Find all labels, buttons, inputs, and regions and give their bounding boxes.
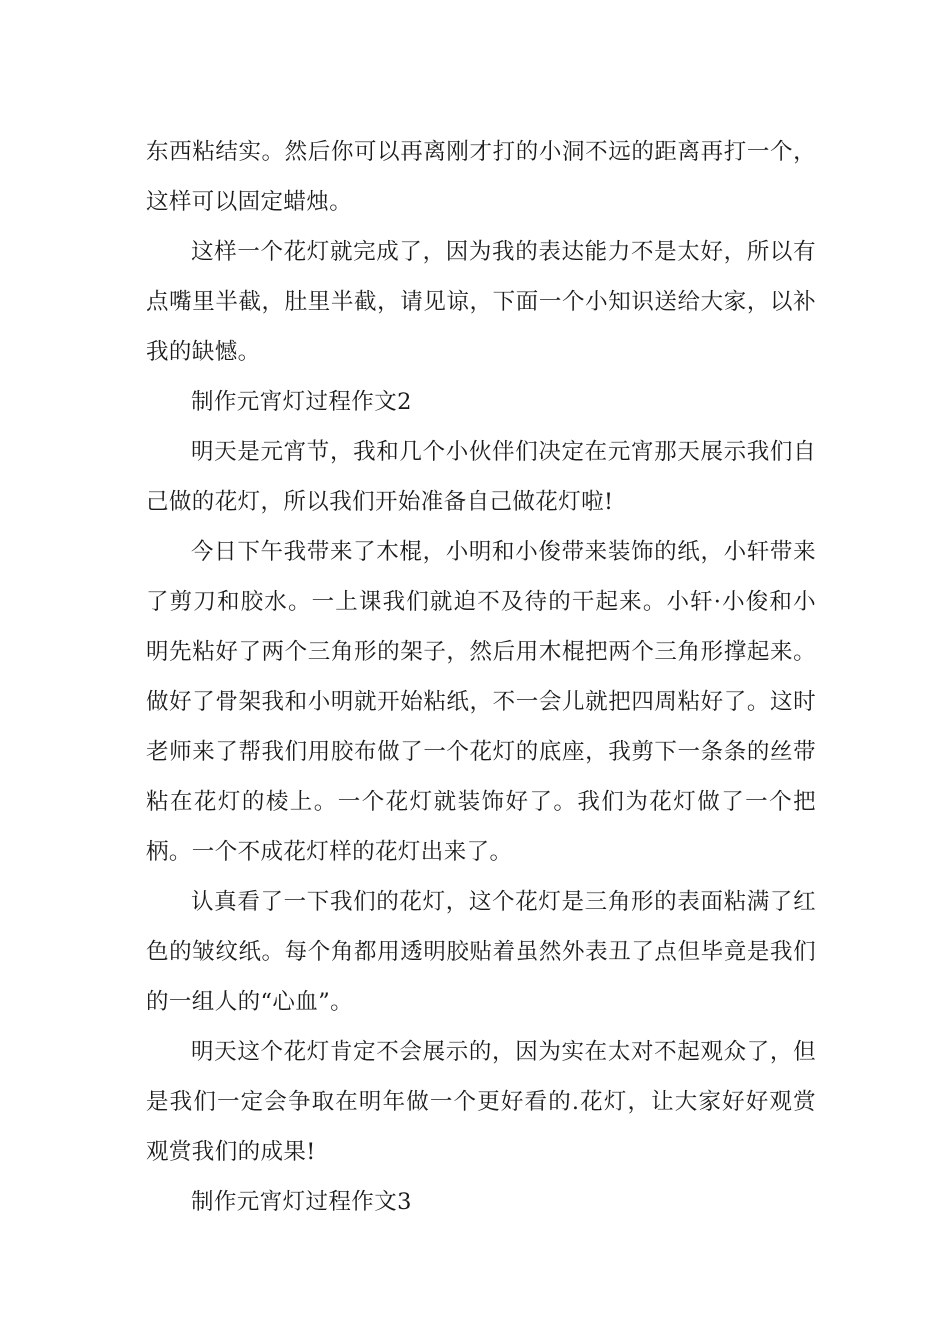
- paragraph-continued: 东西粘结实。然后你可以再离刚才打的小洞不远的距离再打一个，这样可以固定蜡烛。: [146, 139, 816, 215]
- essay-heading: 制作元宵灯过程作文2: [191, 389, 412, 415]
- paragraph: 今日下午我带来了木棍，小明和小俊带来装饰的纸，小轩带来了剪刀和胶水。一上课我们就迫不及待的干起来。小轩·小俊和小明先粘好了两个三角形的架子，然后用木棍把两个三角形撑起来。做好了骨架我和小明就开始粘纸，不一会儿就把四周粘好了。这时老师来了帮我们用胶布做了一个花灯的底座，我剪下一条条的丝带粘在花灯的棱上。一个花灯就装饰好了。我们为花灯做了一个把柄。一个不成花灯样的花灯出来了。: [146, 539, 816, 865]
- document-body: [146, 127, 816, 1227]
- paragraph: 明天这个花灯肯定不会展示的，因为实在太对不起观众了，但是我们一定会争取在明年做一个更好看的.花灯，让大家好好观赏观赏我们的成果!: [146, 1039, 816, 1165]
- essay-heading: 制作元宵灯过程作文3: [191, 1189, 412, 1215]
- paragraph: 明天是元宵节，我和几个小伙伴们决定在元宵那天展示我们自己做的花灯，所以我们开始准备自己做花灯啦!: [146, 439, 816, 515]
- paragraph: 这样一个花灯就完成了，因为我的表达能力不是太好，所以有点嘴里半截，肚里半截，请见谅，下面一个小知识送给大家，以补我的缺憾。: [146, 239, 816, 365]
- paragraph: 认真看了一下我们的花灯，这个花灯是三角形的表面粘满了红色的皱纹纸。每个角都用透明胶贴着虽然外表丑了点但毕竟是我们的一组人的“心血”。: [146, 889, 816, 1015]
